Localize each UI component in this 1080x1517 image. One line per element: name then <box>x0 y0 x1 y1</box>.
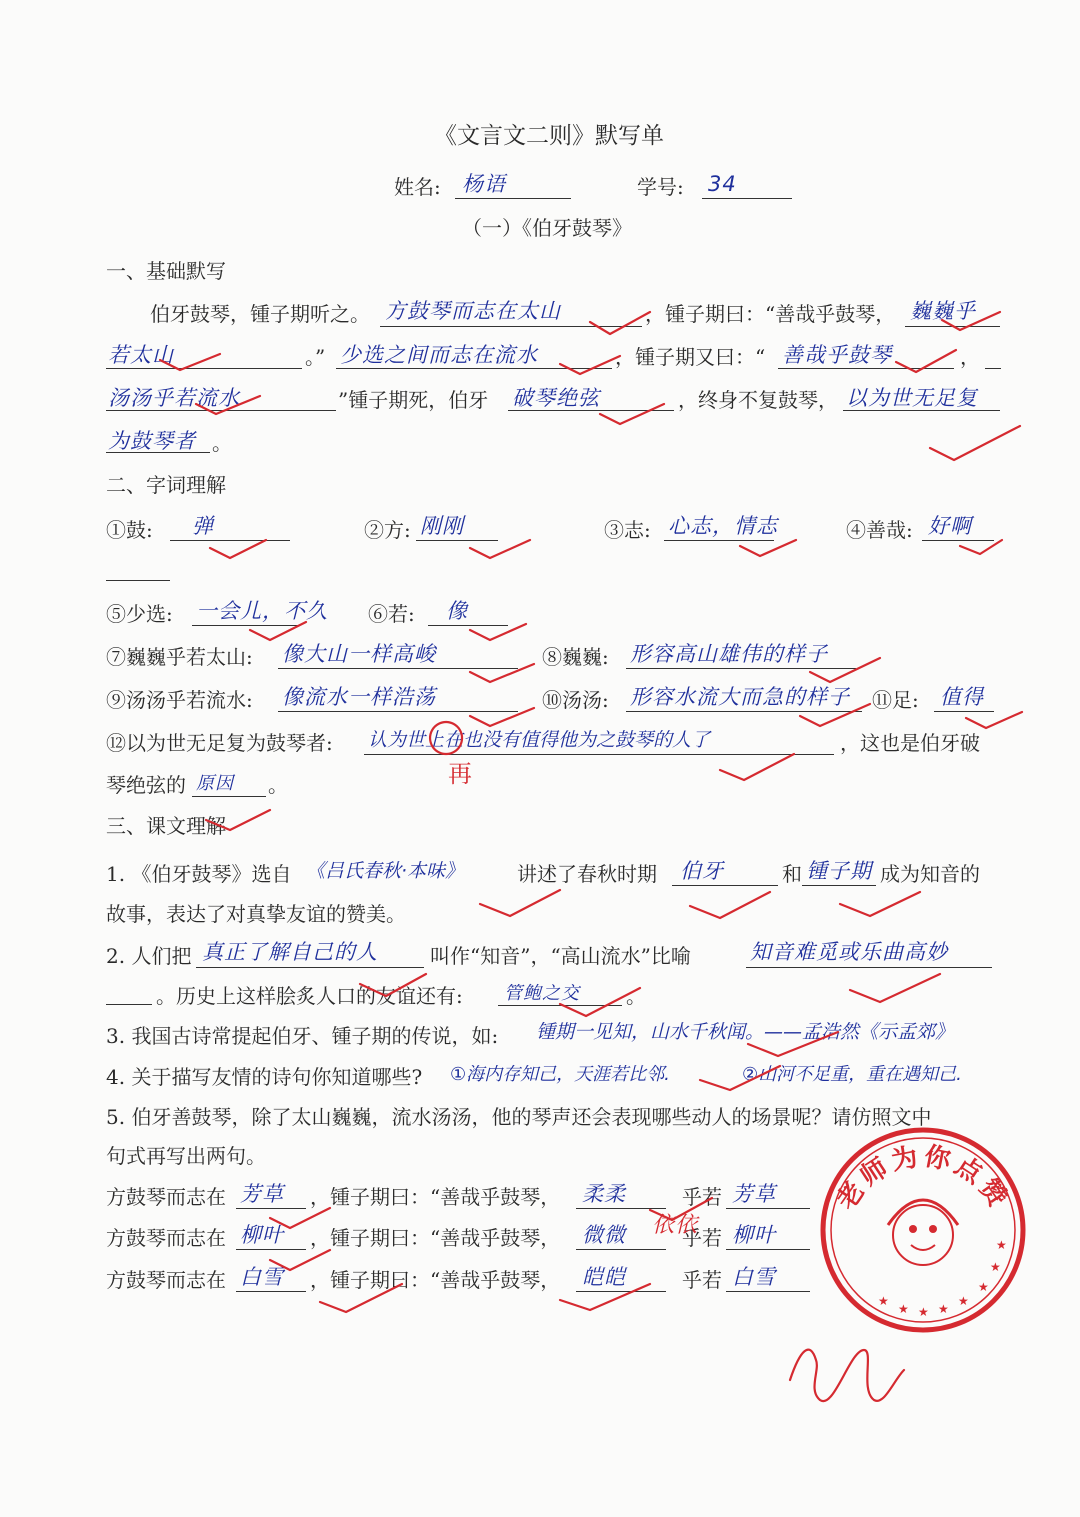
sec1-answer: 为鼓琴者 <box>108 429 196 453</box>
vocab-answer: 刚刚 <box>420 514 464 538</box>
vocab-answer: 形容水流大而急的样子 <box>630 685 850 709</box>
imitation-text: 乎若 <box>682 1226 722 1250</box>
vocab-answer: 弹 <box>192 514 214 538</box>
comprehension-text: 成为知音的 <box>880 862 980 886</box>
vocab-text: ，这也是伯牙破 <box>840 731 980 755</box>
vocab-question: ⑦巍巍乎若太山: <box>106 645 253 669</box>
vocab-question: ⑤少选: <box>106 602 173 626</box>
sec1-text: ，锺子期曰：“善哉乎鼓琴， <box>645 302 896 326</box>
comprehension-answer: 伯牙 <box>680 859 724 883</box>
comprehension-answer: 知音难觅或乐曲高妙 <box>750 940 948 964</box>
sec1-answer: 若太山 <box>108 343 174 367</box>
sec1-answer: 巍巍乎 <box>910 299 976 323</box>
page-title: 《文言文二则》默写单 <box>434 123 664 149</box>
comprehension-text: 2. 人们把 <box>106 944 192 968</box>
vocab-answer: 像 <box>446 599 468 623</box>
comprehension-text: 3. 我国古诗常提起伯牙、锺子期的传说，如: <box>106 1024 499 1048</box>
sec1-text: 。 <box>212 431 232 455</box>
svg-text:★: ★ <box>996 1238 1007 1252</box>
vocab-answer: 原因 <box>196 773 234 794</box>
imitation-text: 乎若 <box>682 1268 722 1292</box>
sec1-text: ， <box>960 345 980 369</box>
section-3-heading: 三、课文理解 <box>106 814 226 838</box>
vocab-answer: 像流水一样浩荡 <box>282 685 436 709</box>
sec1-text: ”锺子期死，伯牙 <box>338 388 489 412</box>
imitation-answer: 柳叶 <box>732 1223 776 1247</box>
imitation-text: 方鼓琴而志在 <box>106 1268 226 1292</box>
imitation-answer: 芳草 <box>240 1182 284 1206</box>
vocab-question: ③志: <box>604 518 651 542</box>
sec1-text: ，锺子期又曰：“ <box>615 345 766 369</box>
vocab-text: 琴绝弦的 <box>106 773 186 797</box>
vocab-question: ④善哉: <box>846 518 913 542</box>
imitation-answer: 白雪 <box>732 1265 776 1289</box>
vocab-question: ⑨汤汤乎若流水: <box>106 688 253 712</box>
svg-text:★: ★ <box>918 1305 929 1319</box>
comprehension-text: 。 <box>626 984 646 1008</box>
teacher-correction: 再 <box>448 760 473 788</box>
vocab-answer: 像大山一样高峻 <box>282 642 436 666</box>
sec1-answer: 善哉乎鼓琴 <box>782 343 892 367</box>
imitation-answer: 芳草 <box>732 1182 776 1206</box>
comprehension-text: 和 <box>782 862 802 886</box>
svg-text:★: ★ <box>938 1302 949 1316</box>
sec1-text: 。” <box>305 345 326 369</box>
comprehension-text: 句式再写出两句。 <box>106 1144 266 1168</box>
sec1-text: ，终身不复鼓琴， <box>678 388 838 412</box>
imitation-text: 方鼓琴而志在 <box>106 1185 226 1209</box>
comprehension-answer: ①海内存知己，天涯若比邻. <box>450 1064 670 1085</box>
svg-text:★: ★ <box>978 1280 989 1294</box>
imitation-text: 乎若 <box>682 1185 722 1209</box>
id-label: 学号: <box>637 175 684 199</box>
id-value: 34 <box>708 172 737 196</box>
comprehension-answer: 锺期一见知，山水千秋闻。——孟浩然《示孟郊》 <box>536 1021 955 1043</box>
vocab-answer: 值得 <box>940 685 984 709</box>
stamp-text: 老师为你点赞 <box>830 1140 1016 1215</box>
imitation-text: ，锺子期曰：“善哉乎鼓琴， <box>310 1268 561 1292</box>
vocab-answer: 一会儿，不久 <box>196 599 328 623</box>
comprehension-text: 叫作“知音”，“高山流水”比喻 <box>430 944 691 968</box>
vocab-question: ①鼓: <box>106 518 153 542</box>
section-1-heading: 一、基础默写 <box>106 259 226 283</box>
sec1-answer: 汤汤乎若流水 <box>108 386 240 410</box>
imitation-answer: 微微 <box>582 1223 626 1247</box>
teacher-correction-2: 依依 <box>652 1213 699 1238</box>
vocab-question: ②方: <box>364 518 411 542</box>
section-2-heading: 二、字词理解 <box>106 473 226 497</box>
imitation-text: 方鼓琴而志在 <box>106 1226 226 1250</box>
vocab-question: ⑧巍巍: <box>542 645 609 669</box>
comprehension-answer: 真正了解自己的人 <box>202 940 378 964</box>
comprehension-text: 1. 《伯牙鼓琴》选自 <box>106 862 292 886</box>
vocab-question: ⑪足: <box>872 688 919 712</box>
vocab-answer: 认为世上在也没有值得他为之鼓琴的人了 <box>368 729 711 751</box>
vocab-answer: 形容高山雄伟的样子 <box>630 642 828 666</box>
imitation-answer: 白雪 <box>240 1265 284 1289</box>
vocab-text: 。 <box>268 773 288 797</box>
imitation-answer: 柳叶 <box>240 1223 284 1247</box>
imitation-answer: 柔柔 <box>582 1182 626 1206</box>
svg-text:★: ★ <box>898 1302 909 1316</box>
comprehension-text: 。历史上这样脍炙人口的友谊还有: <box>156 984 463 1008</box>
comprehension-answer: ②山河不足重，重在遇知己. <box>742 1064 962 1085</box>
vocab-question: ⑫以为世无足复为鼓琴者: <box>106 731 333 755</box>
comprehension-text: 故事，表达了对真挚友谊的赞美。 <box>106 902 406 926</box>
svg-text:★: ★ <box>990 1260 1001 1274</box>
comprehension-text: 4. 关于描写友情的诗句你知道哪些? <box>106 1065 423 1089</box>
vocab-question: ⑥若: <box>368 602 415 626</box>
comprehension-text: 讲述了春秋时期 <box>517 862 657 886</box>
comprehension-answer: 管鲍之交 <box>504 983 580 1004</box>
svg-text:★: ★ <box>958 1294 969 1308</box>
vocab-question: ⑩汤汤: <box>542 688 609 712</box>
sec1-text: 伯牙鼓琴，锺子期听之。 <box>150 302 370 326</box>
teacher-praise-stamp <box>818 1125 1028 1335</box>
sec1-answer: 方鼓琴而志在太山 <box>385 299 561 323</box>
sec1-answer: 破琴绝弦 <box>512 386 600 410</box>
imitation-text: ，锺子期曰：“善哉乎鼓琴， <box>310 1226 561 1250</box>
sec1-answer: 少选之间而志在流水 <box>340 343 538 367</box>
sec1-answer: 以为世无足复 <box>846 386 978 410</box>
comprehension-answer: 《吕氏春秋·本味》 <box>306 860 465 882</box>
comprehension-text: 5. 伯牙善鼓琴，除了太山巍巍，流水汤汤，他的琴声还会表现哪些动人的场景呢？请仿照文中 <box>106 1105 932 1129</box>
comprehension-answer: 锺子期 <box>806 859 872 883</box>
imitation-answer: 皑皑 <box>582 1265 626 1289</box>
name-value: 杨语 <box>462 172 506 196</box>
name-label: 姓名: <box>394 175 441 199</box>
imitation-text: ，锺子期曰：“善哉乎鼓琴， <box>310 1185 561 1209</box>
subtitle: （一）《伯牙鼓琴》 <box>462 216 632 240</box>
vocab-answer: 好啊 <box>928 514 972 538</box>
vocab-answer: 心志，情志 <box>668 514 778 538</box>
svg-text:★: ★ <box>878 1294 889 1308</box>
